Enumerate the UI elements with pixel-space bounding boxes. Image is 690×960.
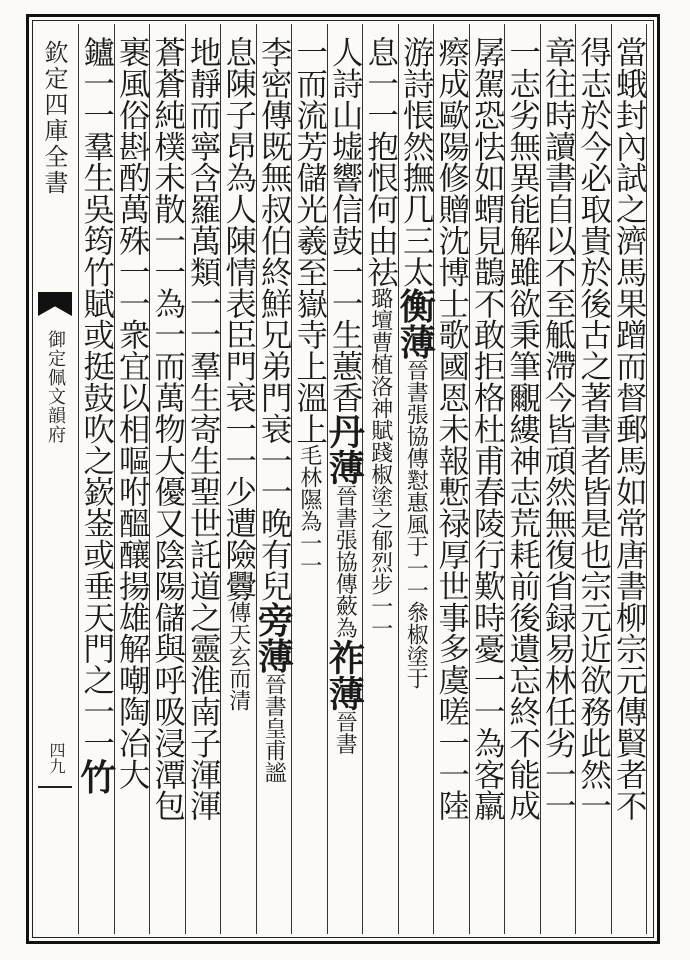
column-text: 地靜而寧含羅萬類一一羣生寄生聖世託道之靈淮南子渾渾: [184, 36, 221, 821]
annotation: 璐壇曹植洛神賦踐椒塗之郁烈步一一: [367, 287, 393, 640]
folio-number: 四九: [47, 742, 66, 774]
column-text: 游詩悵然撫几三太: [397, 36, 434, 288]
column-text: 李密傳既無叔伯終鮮兄弟門衰一一晚有兒: [255, 36, 292, 602]
column-text: 當蛾封內試之濟馬果蹭而督郵馬如常唐書柳宗元傳賢者不: [610, 36, 647, 821]
headword: 竹: [74, 758, 117, 795]
column-text: 鑪一一羣生吳筠竹賦或挺鼓吹之嶔崟或垂天門之一一: [77, 36, 114, 759]
column-text: 息一一抱恨何由祛: [361, 36, 398, 288]
column-text: 裹風俗斟酌萬殊一一衆宜以相嘔咐醞釀揚雄解嘲陶冶大: [113, 36, 150, 790]
column-text: 得志於今必取貴於後古之著書者皆是也宗元近欲務此然一: [574, 36, 611, 821]
annotation: 晉書張協傳蘞為: [332, 484, 358, 639]
annotation: 晉書張協傳懟惠風于一一叅椒塗于: [403, 359, 429, 690]
annotation: 晉書: [332, 710, 358, 755]
column-text: 蒼蒼純樸未散一一為一而萬物大優又陰陽儲與呼吸浸潭包: [148, 36, 185, 821]
headword: 祚薄: [323, 638, 366, 711]
headword: 旁薄: [252, 601, 295, 674]
text-column: [71, 36, 121, 926]
column-text: 章往時讀書自以不至觝滯今皆頑然無復省録易林任劣一一: [539, 36, 576, 821]
sub-title: 御定佩文韻府: [45, 330, 66, 444]
column-text: 孱駕恐怯如蝟見鵲不敢拒格杜甫春陵行歎時憂一一為客羸: [468, 36, 505, 821]
annotation: 毛林隰為一一: [296, 444, 322, 577]
column-text: 瘵成歐陽修贈沈博士歌國恩未報慙禄厚世事多虞嗟一一陸: [432, 36, 469, 821]
book-title: 欽定四庫全書: [40, 40, 68, 196]
headword: 衡薄: [394, 287, 437, 360]
headword: 丹薄: [323, 412, 366, 485]
annotation: 傳天玄而清: [225, 601, 251, 712]
folio-divider: [38, 786, 72, 788]
column-text: 一志劣無異能解雖欲秉筆覼縷神志荒耗前後遺忘終不能成: [503, 36, 540, 821]
annotation: 晉書皇甫謐: [261, 673, 287, 784]
column-text: 息陳子昂為人陳情表臣門衰一一少遭險釁: [219, 36, 256, 602]
column-text: 一而流芳儲光羲至嶽寺上溫上: [290, 36, 327, 445]
column-text: 人詩山墟響信鼓一一生蕙香: [326, 36, 363, 413]
